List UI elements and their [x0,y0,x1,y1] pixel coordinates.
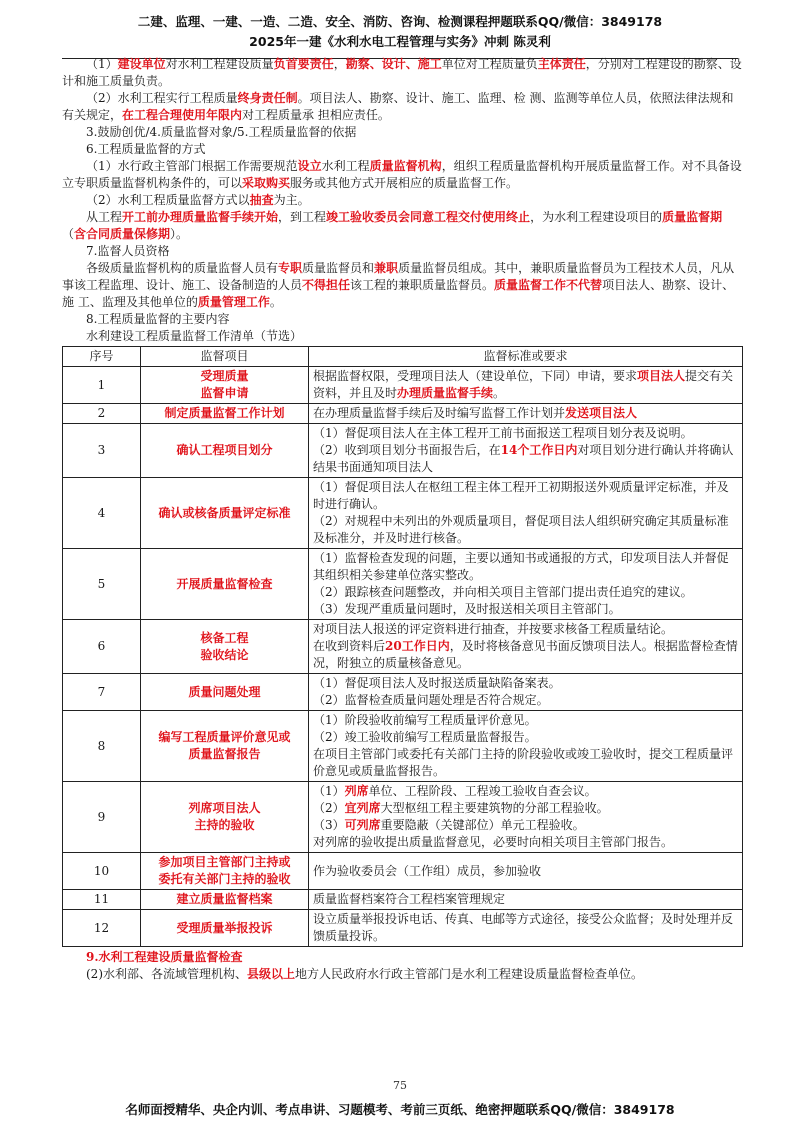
text-segment: 大型枢纽工程主要建筑物的分部工程验收。 [380,801,609,815]
requirement-line [313,601,738,618]
requirement-line [313,479,738,513]
requirement-line [313,863,738,880]
text-segment: 项目法人、勘察、设计、施 工、监理及其他单位的 [62,278,735,309]
highlighted-text: 宜列席 [344,801,381,815]
requirement-line [313,817,738,834]
text-segment: （3） [313,818,345,832]
highlighted-text: 终身责任制 [237,91,298,105]
text-segment: （1）督促项目法人及时报送质量缺陷备案表。 [313,676,561,690]
table-row [63,620,743,674]
supervision-item-line: 制定质量监督工作计划 [164,406,285,420]
text-segment: ，为水利工程建设项目的 [530,210,663,224]
supervision-requirement [309,910,743,947]
supervision-item-line: 监督申请 [200,386,249,400]
table-row [63,674,743,711]
table-row [63,478,743,549]
supervision-item [141,711,309,782]
text-segment: 。 [493,386,506,400]
row-number: 12 [63,910,141,947]
text-segment: （1） [313,784,345,798]
highlighted-text: 竣工验收委员会同意工程交付使用终止 [326,210,531,224]
highlighted-text: 兼职 [374,261,399,275]
text-segment: 在办理质量监督手续后及时编写监督工作计划并 [313,406,566,420]
supervision-requirement [309,424,743,478]
page-header [0,12,800,52]
text-segment: （1）督促项目法人在枢纽工程主体工程开工初期报送外观质量评定标准，并及时进行确认。 [313,480,729,511]
supervision-item-line: 委托有关部门主持的验收 [158,872,291,886]
requirement-line [313,638,738,672]
text-segment: 设立质量举报投诉电话、传真、电邮等方式途径，接受公众监督；及时处理并反馈质量投诉。 [313,912,734,943]
table-row [63,549,743,620]
heading-9: 9.水利工程建设质量监督检查 [86,950,243,964]
paragraph-supervisor-qualification [62,260,742,311]
table-row [63,890,743,910]
highlighted-text: 发送项目法人 [565,406,638,420]
supervision-item [141,367,309,404]
requirement-line [313,834,738,851]
text-segment: 服务或其他方式开展相应的质量监督工作。 [290,176,519,190]
text-segment: 。 [269,295,282,309]
row-number: 8 [63,711,141,782]
supervision-item [141,424,309,478]
text-segment: ，及时将核备意见书面反馈项目法人。根据监督检查情况，附独立的质量核备意见。 [313,639,738,670]
supervision-requirement [309,711,743,782]
text-segment: 对项目划分进行确认并将确认结果书面通知项目法人 [313,443,734,474]
supervision-requirement [309,853,743,890]
highlighted-text: 20工作日内 [385,639,450,653]
text-segment: 地方人民政府水行政主管部门是水利工程建设质量监督检查单位。 [295,967,644,981]
row-number: 4 [63,478,141,549]
highlighted-text: 开工前办理质量监督手续开始 [122,210,279,224]
highlighted-text: 县级以上 [247,967,296,981]
supervision-item [141,549,309,620]
requirement-line [313,783,738,800]
highlighted-text: 质量监督工作不代替 [494,278,603,292]
requirement-line [313,712,738,729]
supervision-item-line: 建立质量监督档案 [176,892,273,906]
supervision-item [141,782,309,853]
supervision-item-line: 受理质量 [200,369,249,383]
table-row [63,782,743,853]
page-number: 75 [393,1079,407,1092]
text-segment: 单位对工程质量负 [441,57,538,71]
text-segment: （2）水利工程实行工程质量 [86,91,238,105]
highlighted-text: 抽查 [249,193,274,207]
highlighted-text: 不得担任 [302,278,351,292]
paragraph-supervision-agency [62,158,742,192]
row-number: 1 [63,367,141,404]
text-segment: ）。 [170,227,189,241]
supervision-item [141,890,309,910]
text-segment: （2）监督检查质量问题处理是否符合规定。 [313,693,549,707]
supervision-item-line: 参加项目主管部门主持或 [158,855,291,869]
text-segment: ，到工程 [278,210,327,224]
row-number: 9 [63,782,141,853]
text-segment: 质量监督员组成。其中，兼职质量监督员为工程技术人员，凡从事该工程监理、设计、施工、设备制造的人员 [62,261,735,292]
text-segment: （1）督促项目法人在主体工程开工前书面报送工程项目划分表及说明。 [313,426,693,440]
supervision-item-line: 受理质量举报投诉 [176,920,273,935]
text-segment: ， [333,57,346,71]
table-row [63,367,743,404]
highlighted-text: 专职 [278,261,303,275]
supervision-item-line: 编写工程质量评价意见或 [158,730,291,744]
heading-6: 6.工程质量监督的方式 [86,142,206,156]
highlighted-text: 在工程合理使用年限内 [122,108,243,122]
highlighted-text: 采取购买 [242,176,291,190]
requirement-line [313,729,738,746]
supervision-item-line: 质量问题处理 [188,684,261,699]
supervision-requirement [309,620,743,674]
page-footer: 名师面授精华、央企内训、考点串讲、习题模考、考前三页纸、绝密押题联系QQ/微信：3849178 [125,1102,675,1117]
text-segment: （1） [86,57,118,71]
text-segment: 对水利工程建设质量 [165,57,274,71]
column-header-requirement: 监督标准或要求 [309,347,743,367]
column-header-item: 监督项目 [141,347,309,367]
supervision-item-line: 验收结论 [200,647,249,662]
text-segment: (2)水利部、各流域管理机构、 [86,967,247,981]
requirement-line [313,746,738,780]
requirement-line [313,425,738,442]
supervision-requirement [309,674,743,711]
paragraph-lifetime-responsibility [62,90,742,124]
supervision-item-line: 开展质量监督检查 [176,576,273,591]
text-segment: 各级质量监督机构的质量监督人员有 [86,261,279,275]
supervision-requirement [309,367,743,404]
highlighted-text: 质量监督期 [662,210,723,224]
text-segment: 单位、工程阶段、工程竣工验收自查会议。 [368,784,597,798]
row-number: 10 [63,853,141,890]
supervision-item-line: 质量监督报告 [188,747,261,761]
requirement-line [313,911,738,945]
requirement-line [313,692,738,709]
heading-3-5: 3.鼓励创优/4.质量监督对象/5.工程质量监督的依据 [86,125,357,139]
highlighted-text: 可列席 [344,818,381,832]
supervision-item [141,404,309,424]
supervision-requirement [309,782,743,853]
highlighted-text: 勘察、设计、施工 [345,57,442,71]
requirement-line [313,675,738,692]
highlighted-text: 负首要责任 [273,57,334,71]
text-segment: （ [62,227,75,241]
text-segment: 对项目法人报送的评定资料进行抽查，并按要求核备工程质量结论。 [313,622,674,636]
text-segment: （1）阶段验收前编写工程质量评价意见。 [313,713,537,727]
text-segment: 重要隐蔽（关键部位）单元工程验收。 [380,818,585,832]
requirement-line [313,584,738,601]
text-segment: 根据监督权限，受理项目法人（建设单位，下同）申请，要求 [313,369,638,383]
highlighted-text: 质量管理工作 [197,295,270,309]
header-contact-line: 二建、监理、一建、一造、二造、安全、消防、咨询、检测课程押题联系QQ/微信：3849178 [137,14,663,29]
text-segment: 该工程的兼职质量监督员。 [350,278,495,292]
highlighted-text: 设立 [297,159,322,173]
supervision-item [141,674,309,711]
row-number: 11 [63,890,141,910]
paragraph-spot-check [62,192,742,209]
heading-7: 7.监督人员资格 [86,244,170,258]
column-header-number: 序号 [63,347,141,367]
supervision-item-line: 列席项目法人 [188,801,261,815]
paragraph-supervision-period [62,209,742,243]
highlighted-text: 建设单位 [117,57,166,71]
row-number: 7 [63,674,141,711]
table-header-row [63,347,743,367]
supervision-requirement [309,404,743,424]
table-body [63,367,743,947]
text-segment: 质量监督员和 [302,261,375,275]
text-segment: 质量监督档案符合工程档案管理规定 [313,892,506,906]
row-number: 6 [63,620,141,674]
header-title-line: 2025年一建《水利水电工程管理与实务》冲刺 陈灵利 [249,34,551,49]
page-content [62,56,742,983]
supervision-item [141,910,309,947]
text-segment: 提交有关资料，并且及时 [313,369,734,400]
text-segment: 在项目主管部门或委托有关部门主持的阶段验收或竣工验收时，提交工程质量评价意见或质量监督报告。 [313,747,734,778]
text-segment: （2）对规程中未列出的外观质量项目，督促项目法人组织研究确定其质量标准及标准分，并及时进行核备。 [313,514,729,545]
requirement-line [313,800,738,817]
table-row [63,910,743,947]
text-segment: 为主。 [273,193,310,207]
row-number: 5 [63,549,141,620]
supervision-item-line: 主持的验收 [194,818,255,832]
text-segment: 在收到资料后 [313,639,386,653]
requirement-line [313,513,738,547]
table-row [63,404,743,424]
table-row [63,424,743,478]
supervision-checklist-table [62,346,743,947]
supervision-item-line: 核备工程 [200,630,249,645]
supervision-item-line: 确认或核备质量评定标准 [158,505,291,520]
paragraph-inspection-units [62,966,742,983]
supervision-item [141,620,309,674]
text-segment: 。项目法人、勘察、设计、施工、监理、检 测、监测等单位人员，依照法律法规和有关规定， [62,91,734,122]
text-segment: 对工程质量承 担相应责任。 [242,108,390,122]
supervision-item-line: 确认工程项目划分 [176,443,273,457]
highlighted-text: 列席 [344,784,369,798]
highlighted-text: 质量监督机构 [369,159,442,173]
table-caption: 水利建设工程质量监督工作清单（节选） [86,329,303,343]
requirement-line [313,621,738,638]
highlighted-text: 办理质量监督手续 [397,386,494,400]
supervision-requirement [309,549,743,620]
text-segment: 对列席的验收提出质量监督意见，必要时向相关项目主管部门报告。 [313,835,674,849]
text-segment: （2） [313,801,345,815]
highlighted-text: 主体责任 [537,57,586,71]
text-segment: （2）跟踪核查问题整改，并向相关项目主管部门提出责任追究的建议。 [313,585,693,599]
text-segment: （1）监督检查发现的问题，主要以通知书或通报的方式，印发项目法人并督促其组织相关参建单位落实整改。 [313,551,729,582]
supervision-item [141,478,309,549]
row-number: 3 [63,424,141,478]
table-row [63,711,743,782]
requirement-line [313,368,738,402]
requirement-line [313,550,738,584]
text-segment: （2）竣工验收前编写工程质量监督报告。 [313,730,537,744]
text-segment: ，分别对工程建设的勘察、设计和施工质量负责。 [62,57,742,88]
text-segment: （1）水行政主管部门根据工作需要规范 [86,159,298,173]
highlighted-text: 14个工作日内 [500,443,578,457]
row-number: 2 [63,404,141,424]
text-segment: ，组织工程质量监督机构开展质量监督工作。对不具备设立专职质量监督机构条件的，可以 [62,159,742,190]
paragraph-responsibility [62,56,742,90]
text-segment: 水利工程 [321,159,370,173]
table-row [63,853,743,890]
requirement-line [313,442,738,476]
requirement-line [313,891,738,908]
highlighted-text: 含合同质量保修期 [74,227,171,241]
supervision-requirement [309,890,743,910]
requirement-line [313,405,738,422]
text-segment: （2）水利工程质量监督方式以 [86,193,250,207]
supervision-requirement [309,478,743,549]
text-segment: 作为验收委员会（工作组）成员，参加验收 [313,863,542,878]
text-segment: （2）收到项目划分书面报告后，在 [313,443,501,457]
supervision-item [141,853,309,890]
heading-8: 8.工程质量监督的主要内容 [86,312,230,326]
highlighted-text: 项目法人 [637,369,686,383]
text-segment: （3）发现严重质量问题时，及时报送相关项目主管部门。 [313,602,621,616]
text-segment: 从工程 [86,210,123,224]
